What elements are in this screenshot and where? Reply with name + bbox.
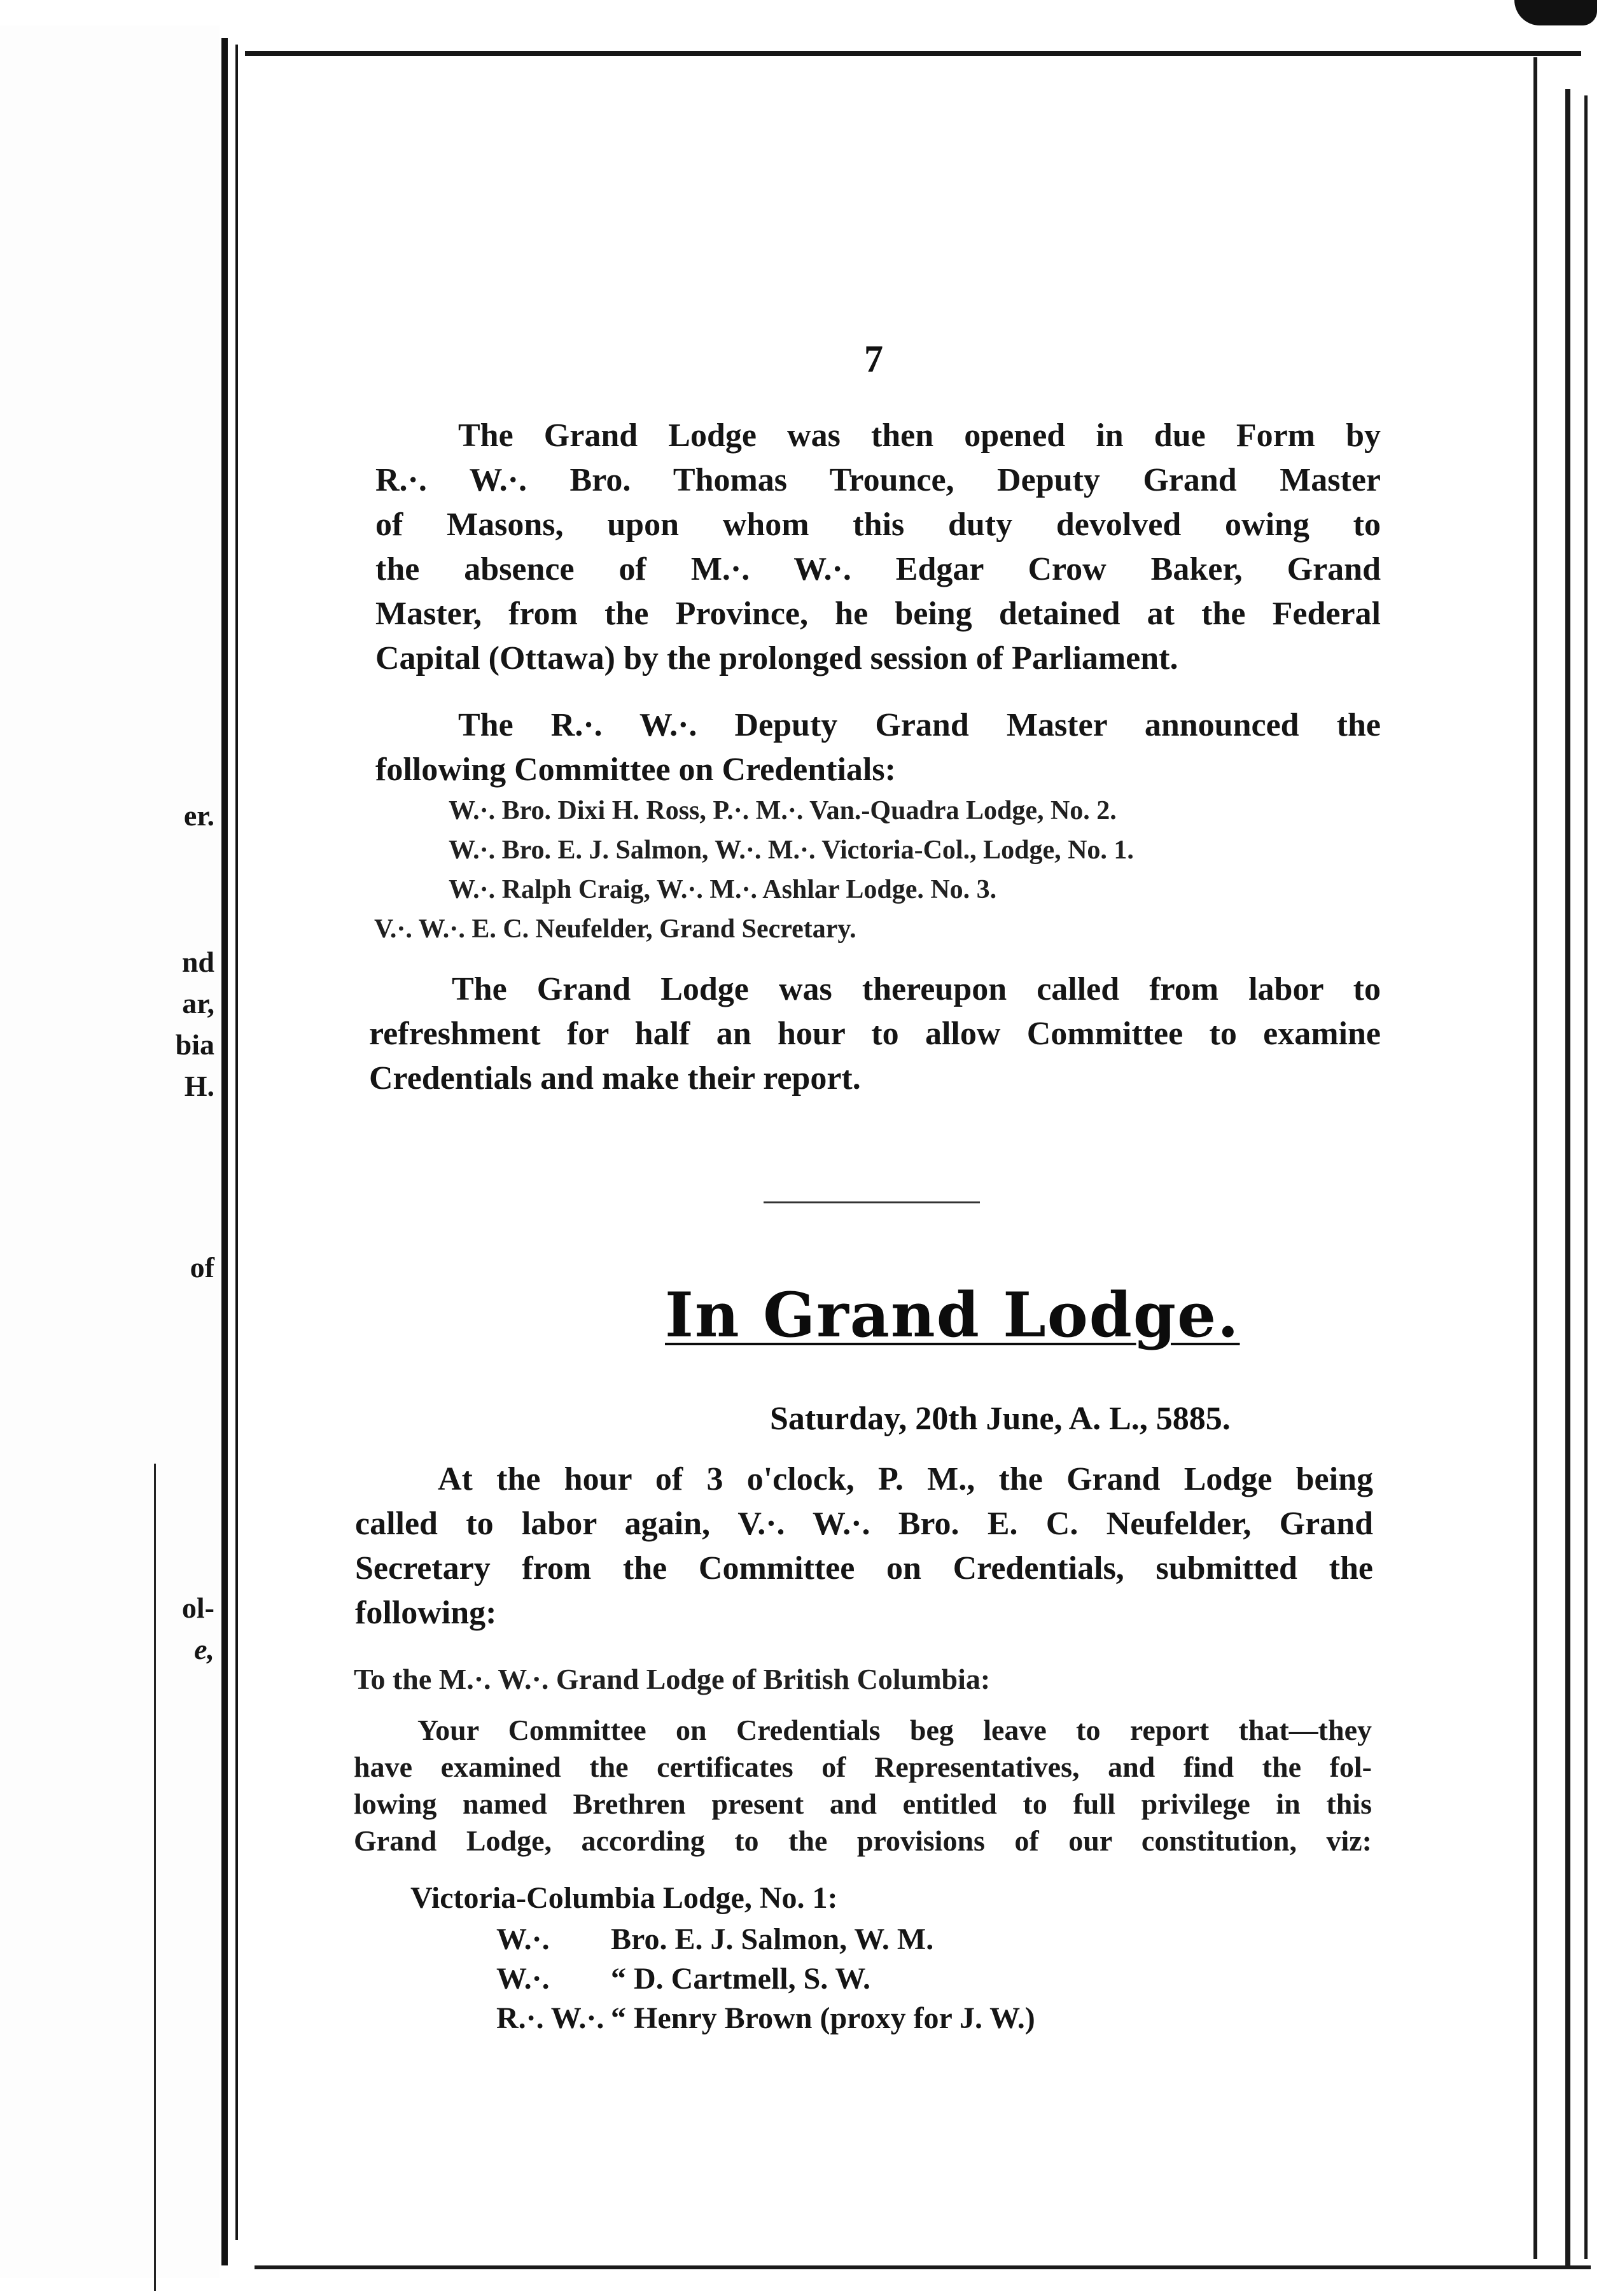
paragraph-line: Grand Lodge, according to the provisions of our constitution, viz: — [354, 1824, 1372, 1857]
paragraph-line: Capital (Ottawa) by the prolonged session of Parliament. — [375, 640, 1178, 676]
facing-page-fragment: ol- — [181, 1592, 214, 1624]
roster-name: “ D. Cartmell, S. W. — [611, 1962, 870, 1996]
roster-title: W.·. — [496, 1922, 550, 1956]
facing-page-fragment: er. — [183, 799, 214, 832]
facing-page-rule — [154, 1464, 156, 2291]
facing-page-fragment: e, — [194, 1633, 214, 1665]
page-number: 7 — [864, 338, 883, 380]
paragraph-line: called to labor again, V.·. W.·. Bro. E. C. Neufelder, Grand — [355, 1506, 1373, 1542]
roster-row — [496, 1922, 933, 1957]
refreshment-paragraph — [369, 967, 1381, 1101]
facing-page-fragment: of — [190, 1251, 214, 1284]
page-right-edge — [1533, 57, 1537, 2259]
committee-member: W.·. Bro. Dixi H. Ross, P.·. M.·. Van.-Quadra Lodge, No. 2. — [449, 796, 1117, 825]
page-fold-line — [235, 45, 238, 2240]
paragraph-line: refreshment for half an hour to allow Committee to examine — [369, 1016, 1381, 1052]
paragraph-line: Credentials and make their report. — [369, 1060, 861, 1096]
facing-page-fragment: nd — [181, 946, 214, 978]
report-body — [354, 1712, 1372, 1859]
paragraph-line: have examined the certificates of Representatives, and find the fol- — [354, 1751, 1372, 1783]
lodge-name: Victoria-Columbia Lodge, No. 1: — [410, 1881, 838, 1915]
paragraph-line: Your Committee on Credentials beg leave to report that—they — [417, 1714, 1372, 1746]
facing-page-edge — [221, 38, 228, 2265]
facing-page-fragment: H. — [184, 1070, 214, 1102]
paragraph-line: Master, from the Province, he being detained at the Federal — [375, 596, 1381, 632]
paragraph-line: following Committee on Credentials: — [375, 752, 896, 788]
committee-member: V.·. W.·. E. C. Neufelder, Grand Secretary. — [374, 914, 856, 944]
paragraph-line: of Masons, upon whom this duty devolved owing to — [375, 507, 1381, 543]
page-right-edge — [1565, 89, 1570, 2265]
committee-member: W.·. Bro. E. J. Salmon, W.·. M.·. Victoria-Col., Lodge, No. 1. — [449, 836, 1134, 865]
section-heading: In Grand Lodge. — [665, 1279, 1240, 1351]
roster-name: Bro. E. J. Salmon, W. M. — [611, 1922, 934, 1956]
facing-page-fragment: ar, — [182, 987, 214, 1019]
scan-corner-blot — [1514, 0, 1597, 25]
paragraph-line: The Grand Lodge was thereupon called from labor to — [452, 971, 1381, 1007]
paragraph-line: At the hour of 3 o'clock, P. M., the Grand Lodge being — [438, 1461, 1373, 1497]
roster-title: R.·. W.·. — [496, 2001, 604, 2035]
paragraph-line: The Grand Lodge was then opened in due Form by — [458, 417, 1381, 454]
roster-title: W.·. — [496, 1962, 550, 1996]
roster-name: “ Henry Brown (proxy for J. W.) — [611, 2001, 1035, 2035]
page-top-edge — [245, 51, 1581, 56]
committee-member: W.·. Ralph Craig, W.·. M.·. Ashlar Lodge. No. 3. — [449, 875, 997, 904]
paragraph-line: lowing named Brethren present and entitled to full privilege in this — [354, 1788, 1372, 1820]
facing-page-strip — [0, 25, 220, 2278]
session-date: Saturday, 20th June, A. L., 5885. — [770, 1401, 1231, 1437]
committee-announcement — [375, 703, 1381, 792]
section-divider — [764, 1201, 980, 1203]
facing-page-fragment: bia — [175, 1028, 214, 1061]
page-bottom-edge — [255, 2265, 1591, 2269]
labor-paragraph — [355, 1457, 1373, 1635]
report-address: To the M.·. W.·. Grand Lodge of British Columbia: — [354, 1663, 991, 1695]
roster-row — [496, 1961, 870, 1996]
paragraph-line: The R.·. W.·. Deputy Grand Master announced the — [458, 707, 1381, 743]
page-right-edge — [1584, 95, 1588, 2259]
paragraph-line: Secretary from the Committee on Credentials, submitted the — [355, 1550, 1373, 1586]
roster-row — [496, 2001, 1035, 2036]
opening-paragraph — [375, 414, 1381, 681]
paragraph-line: the absence of M.·. W.·. Edgar Crow Baker, Grand — [375, 551, 1381, 587]
paragraph-line: following: — [355, 1595, 497, 1631]
paragraph-line: R.·. W.·. Bro. Thomas Trounce, Deputy Grand Master — [375, 462, 1381, 498]
